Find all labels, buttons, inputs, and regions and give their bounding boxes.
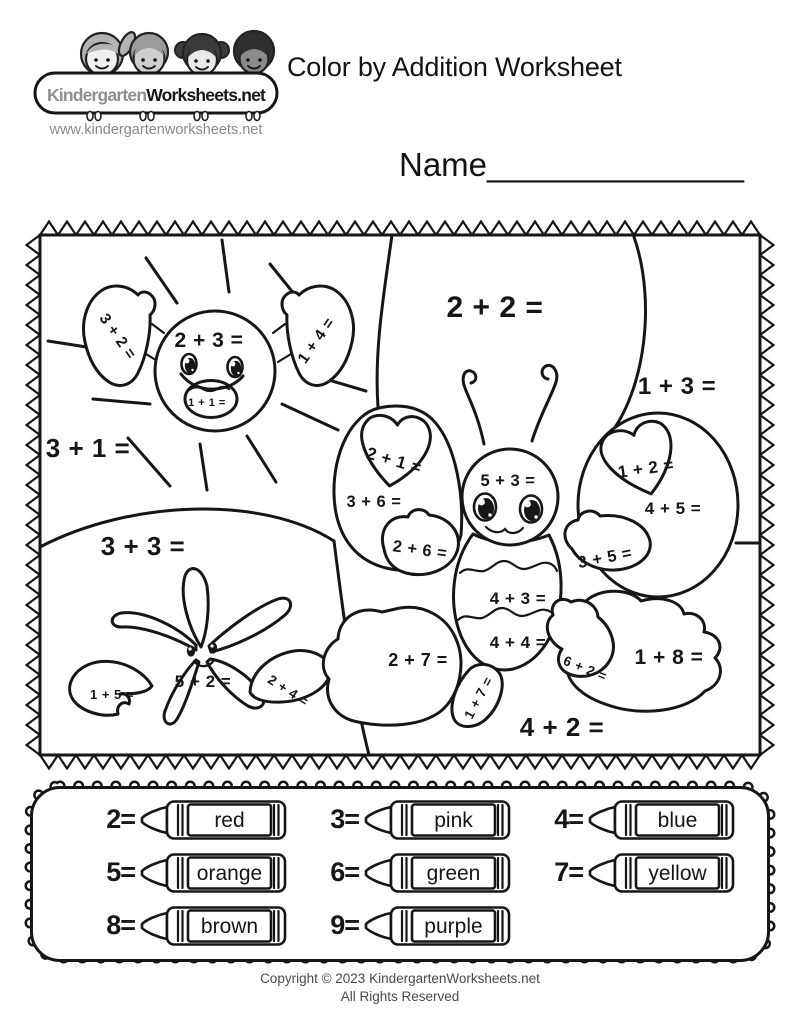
problem-flower-center: 5 + 2 = (174, 672, 232, 691)
key-color-label: brown (200, 914, 259, 938)
problem-wing-tr: 4 + 5 = (644, 499, 702, 518)
crayon-icon (586, 852, 736, 894)
key-color-label: purple (424, 914, 483, 938)
problem-wing-tr-blob: 3 + 5 = (576, 543, 634, 573)
crayon-icon (586, 799, 736, 841)
key-row-2 (33, 846, 767, 899)
problem-wing-bl: 2 + 7 = (388, 650, 448, 670)
key-entry-2-red (85, 799, 309, 841)
key-row-1 (33, 793, 767, 846)
problem-wing-tl-heart: 2 + 1 = (364, 443, 424, 478)
problem-leaf-right: 2 + 4 = (265, 671, 312, 710)
problem-mitten-right: 1 + 4 = (294, 314, 339, 367)
name-field (399, 146, 744, 184)
key-number: 7= (554, 857, 583, 887)
key-color-label: pink (434, 808, 473, 832)
key-number: 8= (106, 910, 135, 940)
problem-wing-br-blob: 6 + 2 = (561, 653, 610, 685)
site-logo (30, 10, 282, 140)
logo-brand-black: Worksheets.net (146, 85, 266, 105)
key-row-3 (33, 899, 767, 952)
problem-mitten-left: 3 + 2 = (95, 310, 140, 363)
key-entry-3-pink (309, 799, 533, 841)
color-key-panel (30, 786, 770, 962)
problem-body-upper: 4 + 3 = (489, 589, 547, 608)
copyright-footer (0, 970, 800, 1006)
key-number: 2= (106, 804, 135, 834)
key-entry-5-orange (85, 852, 309, 894)
problem-leaf-left: 1 + 5 = (90, 687, 134, 702)
key-number: 3= (330, 804, 359, 834)
key-number: 6= (330, 857, 359, 887)
problem-wing-br: 1 + 8 = (634, 646, 704, 669)
key-entry-7-yellow (533, 852, 767, 894)
key-color-label: red (214, 808, 245, 832)
name-blank-line: ______________ (487, 146, 744, 183)
problem-sky-top: 2 + 2 = (446, 291, 544, 324)
coloring-picture (22, 215, 778, 771)
key-color-label: orange (196, 861, 263, 885)
problem-ground-bottom: 4 + 2 = (519, 712, 605, 742)
key-entry-4-blue (533, 799, 767, 841)
name-label: Name (399, 146, 488, 183)
crayon-icon (138, 905, 288, 947)
problem-hill: 3 + 3 = (100, 531, 186, 561)
rights-line: All Rights Reserved (340, 989, 460, 1005)
page-title: Color by Addition Worksheet (287, 52, 622, 82)
key-entry-8-brown (85, 905, 309, 947)
key-color-label: blue (657, 808, 698, 832)
key-entry-6-green (309, 852, 533, 894)
crayon-icon (362, 905, 512, 947)
kids-heads-icon (81, 30, 274, 75)
key-number: 5= (106, 857, 135, 887)
copyright-line: Copyright © 2023 KindergartenWorksheets.net (260, 971, 540, 986)
problem-body-lower: 4 + 4 = (489, 633, 547, 652)
problem-wing-tr-heart: 1 + 2 = (616, 455, 676, 482)
key-entry-9-purple (309, 905, 533, 947)
crayon-icon (362, 799, 512, 841)
problem-sky-left: 3 + 1 = (45, 433, 131, 463)
problem-head: 5 + 3 = (480, 472, 536, 490)
problem-wing-tl: 3 + 6 = (346, 493, 402, 511)
problem-wing-bl-blob: 1 + 7 = (461, 674, 496, 722)
problem-sky-right: 1 + 3 = (637, 373, 717, 400)
key-color-label: yellow (648, 861, 707, 885)
crayon-icon (138, 852, 288, 894)
logo-brand-text (47, 85, 266, 105)
logo-brand-gray: Kindergarten (46, 85, 147, 105)
key-color-label: green (426, 861, 481, 885)
key-number: 4= (554, 804, 583, 834)
key-number: 9= (330, 910, 359, 940)
crayon-icon (362, 852, 512, 894)
crayon-icon (138, 799, 288, 841)
problem-sun-forehead: 2 + 3 = (174, 329, 244, 352)
problem-sun-mouth: 1 + 1 = (188, 397, 226, 409)
problem-wing-tl-blob: 2 + 6 = (391, 537, 449, 563)
logo-url: www.kindergartenworksheets.net (49, 122, 263, 138)
